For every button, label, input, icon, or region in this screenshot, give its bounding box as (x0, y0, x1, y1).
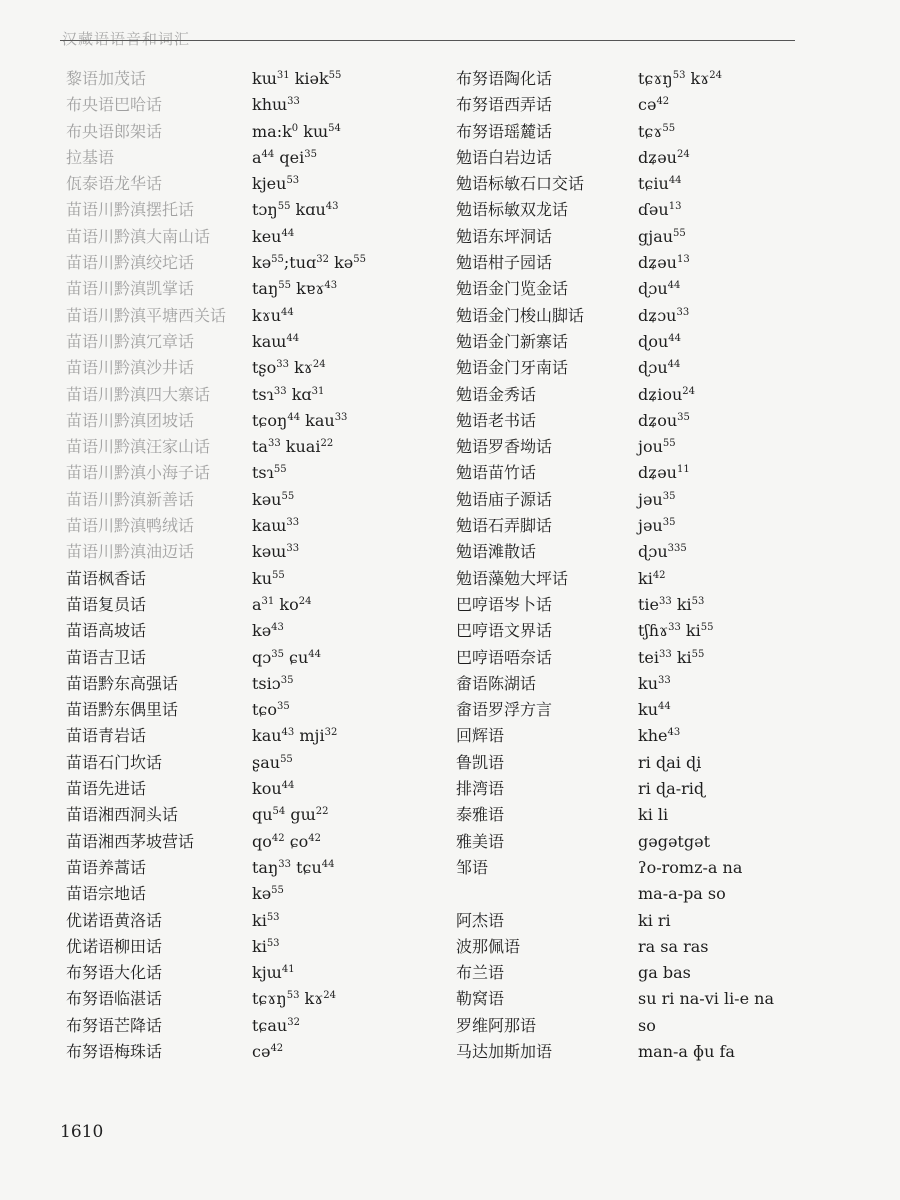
entry-row (456, 671, 896, 697)
word-form: keu$^{44}$ (252, 226, 295, 246)
language-name: 勉语苗竹话 (456, 463, 537, 483)
language-name: 泰雅语 (456, 805, 505, 825)
entry-row (66, 250, 446, 276)
word-form: ra sa ras (638, 936, 709, 956)
entry-row (456, 355, 896, 381)
language-name: 雅美语 (456, 831, 505, 851)
word-form: ri ɖai ɖi (638, 752, 702, 772)
entry-row (66, 224, 446, 250)
language-name: 苗语川黔滇摆托话 (66, 200, 195, 220)
language-name: 苗语川黔滇绞坨话 (66, 253, 195, 273)
word-form: kə$^{43}$ (252, 621, 284, 641)
word-form: tsiɔ$^{35}$ (252, 673, 294, 693)
entry-row (456, 802, 896, 828)
entry-row (456, 1039, 896, 1065)
language-name: 苗语石门坎话 (66, 752, 163, 772)
language-name: 勒窝语 (456, 989, 505, 1009)
entry-row (66, 355, 446, 381)
entry-row (456, 171, 896, 197)
language-name: 马达加斯加语 (456, 1041, 553, 1061)
language-name: 勉语老书话 (456, 410, 537, 430)
language-name: 优诺语黄洛话 (66, 910, 163, 930)
entry-row (456, 723, 896, 749)
word-form: kɯ$^{31}$ kiək$^{55}$ (252, 69, 342, 88)
language-name: 勉语藻勉大坪话 (456, 568, 569, 588)
word-form: kaɯ$^{33}$ (252, 516, 300, 536)
word-form: taŋ$^{55}$ kɐɤ$^{43}$ (252, 279, 338, 299)
language-name: 苗语川黔滇鸭绒话 (66, 516, 195, 536)
page-number: 1610 (60, 1122, 104, 1142)
language-name: 苗语高坡话 (66, 621, 147, 641)
word-form: dʑɔu$^{33}$ (638, 305, 690, 325)
word-form: so (638, 1015, 656, 1035)
entry-row (66, 119, 446, 145)
language-name: 苗语复员话 (66, 594, 147, 614)
entry-row (456, 592, 896, 618)
language-name: 布努语梅珠话 (66, 1041, 163, 1061)
entry-row (66, 1039, 446, 1065)
entry-row (66, 908, 446, 934)
word-form: ɖɔu$^{44}$ (638, 279, 681, 299)
entry-row (66, 171, 446, 197)
word-form: ga bas (638, 963, 691, 983)
word-form: kəɯ$^{33}$ (252, 542, 300, 562)
word-form: $qo^{42}$ ɕo$^{42}$ (252, 831, 322, 851)
entry-row (456, 908, 896, 934)
word-form: ki ri (638, 910, 671, 930)
language-name: 布兰语 (456, 963, 505, 983)
language-name: 苗语川黔滇平塘西关话 (66, 305, 227, 325)
entry-row (66, 750, 446, 776)
language-name: 苗语养蒿话 (66, 857, 147, 877)
entry-row (456, 618, 896, 644)
left-column (66, 66, 446, 1065)
word-form: ɖɔu$^{44}$ (638, 358, 681, 378)
entry-row (456, 119, 896, 145)
word-form: jou$^{55}$ (638, 437, 676, 457)
entry-row (66, 66, 446, 92)
entry-row (456, 750, 896, 776)
word-form: kəu$^{55}$ (252, 489, 295, 509)
entry-row (456, 224, 896, 250)
language-name: 苗语川黔滇凯掌话 (66, 279, 195, 299)
language-name: 黎语加茂话 (66, 69, 147, 88)
language-name: 布努语瑶麓话 (456, 121, 553, 141)
language-name: 佤泰语龙华话 (66, 174, 163, 194)
word-form: $ki^{53}$ (252, 910, 280, 930)
language-name: 勉语东坪洞话 (456, 226, 553, 246)
word-form: $ki^{42}$ (638, 568, 666, 588)
word-form: ɗəu$^{13}$ (638, 200, 682, 220)
entry-row (456, 776, 896, 802)
entry-row (456, 487, 896, 513)
language-name: 勉语金门览金话 (456, 279, 569, 299)
entry-row (66, 382, 446, 408)
language-name: 勉语金门梭山脚话 (456, 305, 585, 325)
language-name: 勉语石弄脚话 (456, 516, 553, 536)
language-name: 畲语陈湖话 (456, 673, 537, 693)
entry-row (66, 1013, 446, 1039)
word-form: $qu^{54}$ gɯ$^{22}$ (252, 805, 329, 825)
entry-row (456, 197, 896, 223)
entry-row (456, 460, 896, 486)
word-form: $ma:k^0$ kɯ$^{54}$ (252, 121, 341, 141)
language-name: 勉语金秀话 (456, 384, 537, 404)
language-name: 苗语青岩话 (66, 726, 147, 746)
language-name: 布努语大化话 (66, 963, 163, 983)
language-name: 勉语标敏石口交话 (456, 174, 585, 194)
language-name: 勉语金门新寨话 (456, 331, 569, 351)
word-form: tɔŋ$^{55}$ kɑu$^{43}$ (252, 200, 339, 220)
word-form: tɕoŋ$^{44}$ kau$^{33}$ (252, 410, 348, 430)
entry-row (66, 276, 446, 302)
language-name: 排湾语 (456, 779, 505, 799)
entry-row (66, 513, 446, 539)
language-name: 畲语罗浮方言 (456, 700, 553, 720)
language-name: 苗语川黔滇沙井话 (66, 358, 195, 378)
word-form: kɤu$^{44}$ (252, 305, 294, 325)
word-form: kjɯ$^{41}$ (252, 963, 295, 983)
language-name: 罗维阿那语 (456, 1015, 537, 1035)
entry-row (66, 697, 446, 723)
word-form: cə$^{42}$ (638, 95, 670, 115)
entry-row (66, 645, 446, 671)
entry-row (66, 329, 446, 355)
word-form: ma-a-pa so (638, 884, 726, 904)
entry-row (66, 723, 446, 749)
language-name: 波那佩语 (456, 936, 521, 956)
entry-row (66, 671, 446, 697)
word-form: $ki^{53}$ (252, 936, 280, 956)
word-form: qɔ$^{35}$ ɕu$^{44}$ (252, 647, 322, 667)
entry-row (456, 697, 896, 723)
word-form: tsɿ$^{55}$ (252, 463, 287, 483)
word-form: $ku^{44}$ (638, 700, 671, 720)
word-form: jəu$^{35}$ (638, 489, 676, 509)
language-name: 苗语川黔滇小海子话 (66, 463, 211, 483)
word-form: kau$^{43}$ mji$^{32}$ (252, 726, 338, 746)
language-name: 阿杰语 (456, 910, 505, 930)
entry-row (66, 434, 446, 460)
word-form: khe$^{43}$ (638, 726, 681, 746)
word-form: tʃɦɤ$^{33}$ $ki^{55}$ (638, 621, 714, 641)
entry-row (66, 487, 446, 513)
word-form: dʑəu$^{24}$ (638, 147, 690, 167)
language-name: 巴哼语文界话 (456, 621, 553, 641)
word-form: ki li (638, 805, 669, 825)
word-form: gəgətgət (638, 831, 710, 851)
language-name: 回辉语 (456, 726, 505, 746)
language-name: 苗语川黔滇油迈话 (66, 542, 195, 562)
word-form: kə$^{55}$ (252, 884, 284, 904)
entry-row (456, 986, 896, 1012)
entry-row (456, 566, 896, 592)
word-form: cə$^{42}$ (252, 1041, 284, 1061)
language-name: 鲁凯语 (456, 752, 505, 772)
word-form: $ku^{33}$ (638, 673, 671, 693)
word-form: $ku^{55}$ (252, 568, 285, 588)
language-name: 布央语郎架话 (66, 121, 163, 141)
entry-row (66, 145, 446, 171)
entry-row (66, 829, 446, 855)
language-name: 苗语宗地话 (66, 884, 147, 904)
entry-row (456, 145, 896, 171)
language-name: 苗语川黔滇汪家山话 (66, 437, 211, 457)
entry-row (66, 539, 446, 565)
language-name: 勉语庙子源话 (456, 489, 553, 509)
language-name: 勉语柑子园话 (456, 253, 553, 273)
word-form: gjau$^{55}$ (638, 226, 686, 246)
word-form: ʂau$^{55}$ (252, 752, 293, 772)
entry-row (456, 960, 896, 986)
word-form: tʂo$^{33}$ kɤ$^{24}$ (252, 358, 326, 378)
word-form: man-a ɸu fa (638, 1041, 735, 1061)
entry-row (456, 934, 896, 960)
entry-row (66, 802, 446, 828)
word-form: dʑəu$^{13}$ (638, 253, 690, 273)
language-name: 苗语枫香话 (66, 568, 147, 588)
word-form: khɯ$^{33}$ (252, 95, 300, 115)
word-form: taŋ$^{33}$ tɕu$^{44}$ (252, 857, 335, 877)
entry-row (456, 829, 896, 855)
entry-row (66, 92, 446, 118)
entry-row (66, 855, 446, 881)
language-name: 苗语湘西茅坡营话 (66, 831, 195, 851)
entry-row (66, 303, 446, 329)
entry-row (456, 1013, 896, 1039)
entry-row (456, 250, 896, 276)
entry-row (66, 776, 446, 802)
word-form: $a^{31}$ $ko^{24}$ (252, 594, 312, 614)
word-form: jəu$^{35}$ (638, 516, 676, 536)
language-name: 优诺语柳田话 (66, 936, 163, 956)
word-form: $ta^{33}$ kuai$^{22}$ (252, 437, 334, 457)
language-name: 苗语川黔滇冗章话 (66, 331, 195, 351)
entry-row (456, 382, 896, 408)
header-rule (60, 40, 795, 41)
language-name: 布央语巴哈话 (66, 95, 163, 115)
entry-row (456, 66, 896, 92)
language-name: 巴哼语岑卜话 (456, 594, 553, 614)
word-form: tɕɤŋ$^{53}$ kɤ$^{24}$ (638, 69, 722, 88)
right-column (456, 66, 896, 1065)
entry-row (456, 276, 896, 302)
language-name: 苗语吉卫话 (66, 647, 147, 667)
language-name: 苗语川黔滇团坡话 (66, 410, 195, 430)
language-name: 苗语黔东高强话 (66, 673, 179, 693)
language-name: 苗语先进话 (66, 779, 147, 799)
entry-row (66, 460, 446, 486)
entry-row (66, 934, 446, 960)
entry-row (66, 618, 446, 644)
language-name: 苗语黔东偶里话 (66, 700, 179, 720)
entry-row (66, 566, 446, 592)
word-form: tie$^{33}$ $ki^{53}$ (638, 594, 705, 614)
word-form: dʑou$^{35}$ (638, 410, 690, 430)
language-name: 苗语川黔滇大南山话 (66, 226, 211, 246)
entry-row (66, 960, 446, 986)
entry-row (456, 92, 896, 118)
word-form: kjeu$^{53}$ (252, 174, 300, 194)
entry-row (66, 986, 446, 1012)
entry-row (456, 513, 896, 539)
running-header: 汉藏语语音和词汇 (62, 30, 191, 48)
language-name: 勉语罗香坳话 (456, 437, 553, 457)
word-form: tei$^{33}$ $ki^{55}$ (638, 647, 705, 667)
word-form: ɖɔu$^{335}$ (638, 542, 687, 562)
entry-row (456, 329, 896, 355)
language-name: 巴哼语唔奈话 (456, 647, 553, 667)
entry-row (456, 434, 896, 460)
entry-row (456, 408, 896, 434)
word-form: su ri na-vi li-e na (638, 989, 774, 1009)
entry-row (66, 592, 446, 618)
entry-row (66, 408, 446, 434)
entry-row (456, 303, 896, 329)
word-form: ʔo-romz-a na (638, 857, 743, 877)
language-name: 勉语滩散话 (456, 542, 537, 562)
word-form: ɖou$^{44}$ (638, 331, 682, 351)
word-form: tsɿ$^{33}$ kɑ$^{31}$ (252, 384, 325, 404)
language-name: 布努语陶化话 (456, 69, 553, 88)
word-form: tɕau$^{32}$ (252, 1015, 300, 1035)
word-form: dʑəu$^{11}$ (638, 463, 690, 483)
language-name: 苗语川黔滇新善话 (66, 489, 195, 509)
language-name: 布努语西弄话 (456, 95, 553, 115)
word-form: kaɯ$^{44}$ (252, 331, 300, 351)
language-name: 布努语临湛话 (66, 989, 163, 1009)
word-form: $a^{44}$ qei$^{35}$ (252, 147, 317, 167)
language-name: 苗语川黔滇四大寨话 (66, 384, 211, 404)
entry-row (66, 881, 446, 907)
language-name: 布努语芒降话 (66, 1015, 163, 1035)
language-name: 勉语金门牙南话 (456, 358, 569, 378)
entry-row (456, 645, 896, 671)
word-form: tɕɤ$^{55}$ (638, 121, 676, 141)
language-name: 勉语白岩边话 (456, 147, 553, 167)
entry-row (66, 197, 446, 223)
language-name: 拉基语 (66, 147, 115, 167)
language-name: 邹语 (456, 857, 489, 877)
word-form: kə$^{55}$;tuɑ$^{32}$ kə$^{55}$ (252, 253, 366, 273)
word-form: tɕɤŋ$^{53}$ kɤ$^{24}$ (252, 989, 336, 1009)
language-name: 勉语标敏双龙话 (456, 200, 569, 220)
entry-row (456, 855, 896, 881)
word-form: ri ɖa-riɖ (638, 779, 705, 799)
word-form: dʑiou$^{24}$ (638, 384, 695, 404)
entry-row (456, 881, 896, 907)
word-form: kou$^{44}$ (252, 779, 295, 799)
language-name: 苗语湘西洞头话 (66, 805, 179, 825)
entry-row (456, 539, 896, 565)
word-form: tɕo$^{35}$ (252, 700, 290, 720)
word-form: tɕiu$^{44}$ (638, 174, 682, 194)
